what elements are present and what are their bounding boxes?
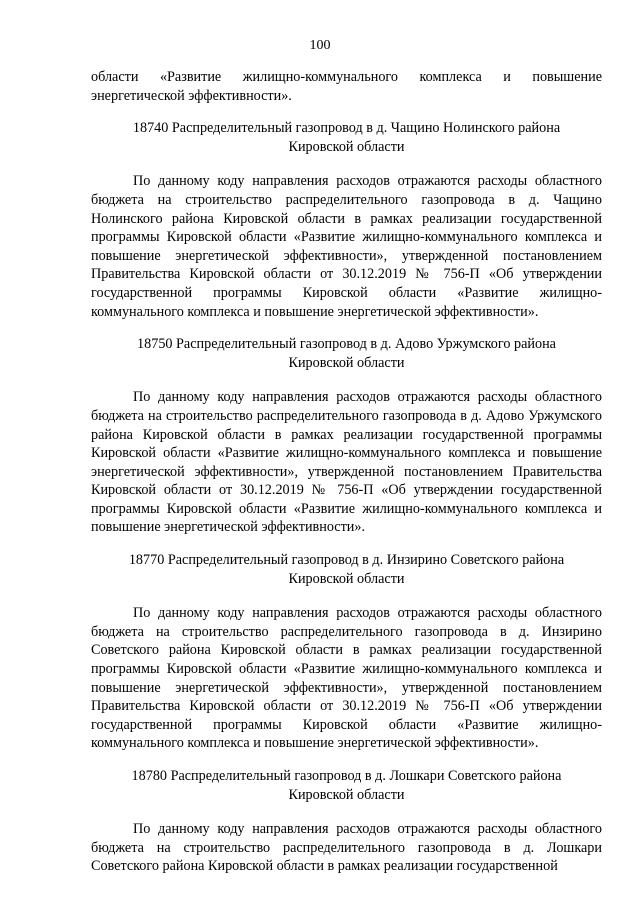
section-heading-18740: 18740 Распределительный газопровод в д. Чащино Нолинского района Кировской области xyxy=(132,120,561,155)
intro-paragraph: области «Развитие жилищно-коммунального комплекса и повышение энергетической эффективности». xyxy=(91,69,602,104)
section-text-18750: По данному коду направления расходов отражаются расходы областного бюджета на строительство распределительного газопровода в д. Адово Уржумского района Кировской области в рамках реализации государственной программы Кировской области «Развитие жилищно-коммунального комплекса и повышение энергетической эффективности», утвержденной постановлением Правительства Кировской области от 30.12.2019 № 756-П «Об утверждении государственной программы Кировской области «Развитие жилищно-коммунального комплекса и повышение энергетической эффективности». xyxy=(91,389,602,536)
section-text-18770: По данному коду направления расходов отражаются расходы областного бюджета на строительство распределительного газопровода в д. Инзирино Советского района Кировской области в рамках реализации государственной программы Кировской области «Развитие жилищно-коммунального комплекса и повышение энергетической эффективности», утвержденной постановлением Правительства Кировской области от 30.12.2019 № 756-П «Об утверждении государственной программы Кировской области «Развитие жилищно-коммунального комплекса и повышение энергетической эффективности». xyxy=(91,605,602,752)
section-text-18740: По данному коду направления расходов отражаются расходы областного бюджета на строительство распределительного газопровода в д. Чащино Нолинского района Кировской области в рамках реализации государственной программы Кировской области «Развитие жилищно-коммунального комплекса и повышение энергетической эффективности», утвержденной постановлением Правительства Кировской области от 30.12.2019 № 756-П «Об утверждении государственной программы Кировской области «Развитие жилищно-коммунального комплекса и повышение энергетической эффективности». xyxy=(91,173,602,320)
section-heading-18780: 18780 Распределительный газопровод в д. Лошкари Советского района Кировской области xyxy=(131,768,562,803)
section-heading-18750: 18750 Распределительный газопровод в д. Адово Уржумского района Кировской области xyxy=(137,336,556,371)
section-text-18780: По данному коду направления расходов отражаются расходы областного бюджета на строительство распределительного газопровода в д. Лошкари Советского района Кировской области в рамках реализации государственной xyxy=(91,821,602,875)
page-number: 100 xyxy=(309,38,331,53)
page-content xyxy=(91,68,602,876)
section-heading-18770: 18770 Распределительный газопровод в д. Инзирино Советского района Кировской области xyxy=(128,552,565,587)
